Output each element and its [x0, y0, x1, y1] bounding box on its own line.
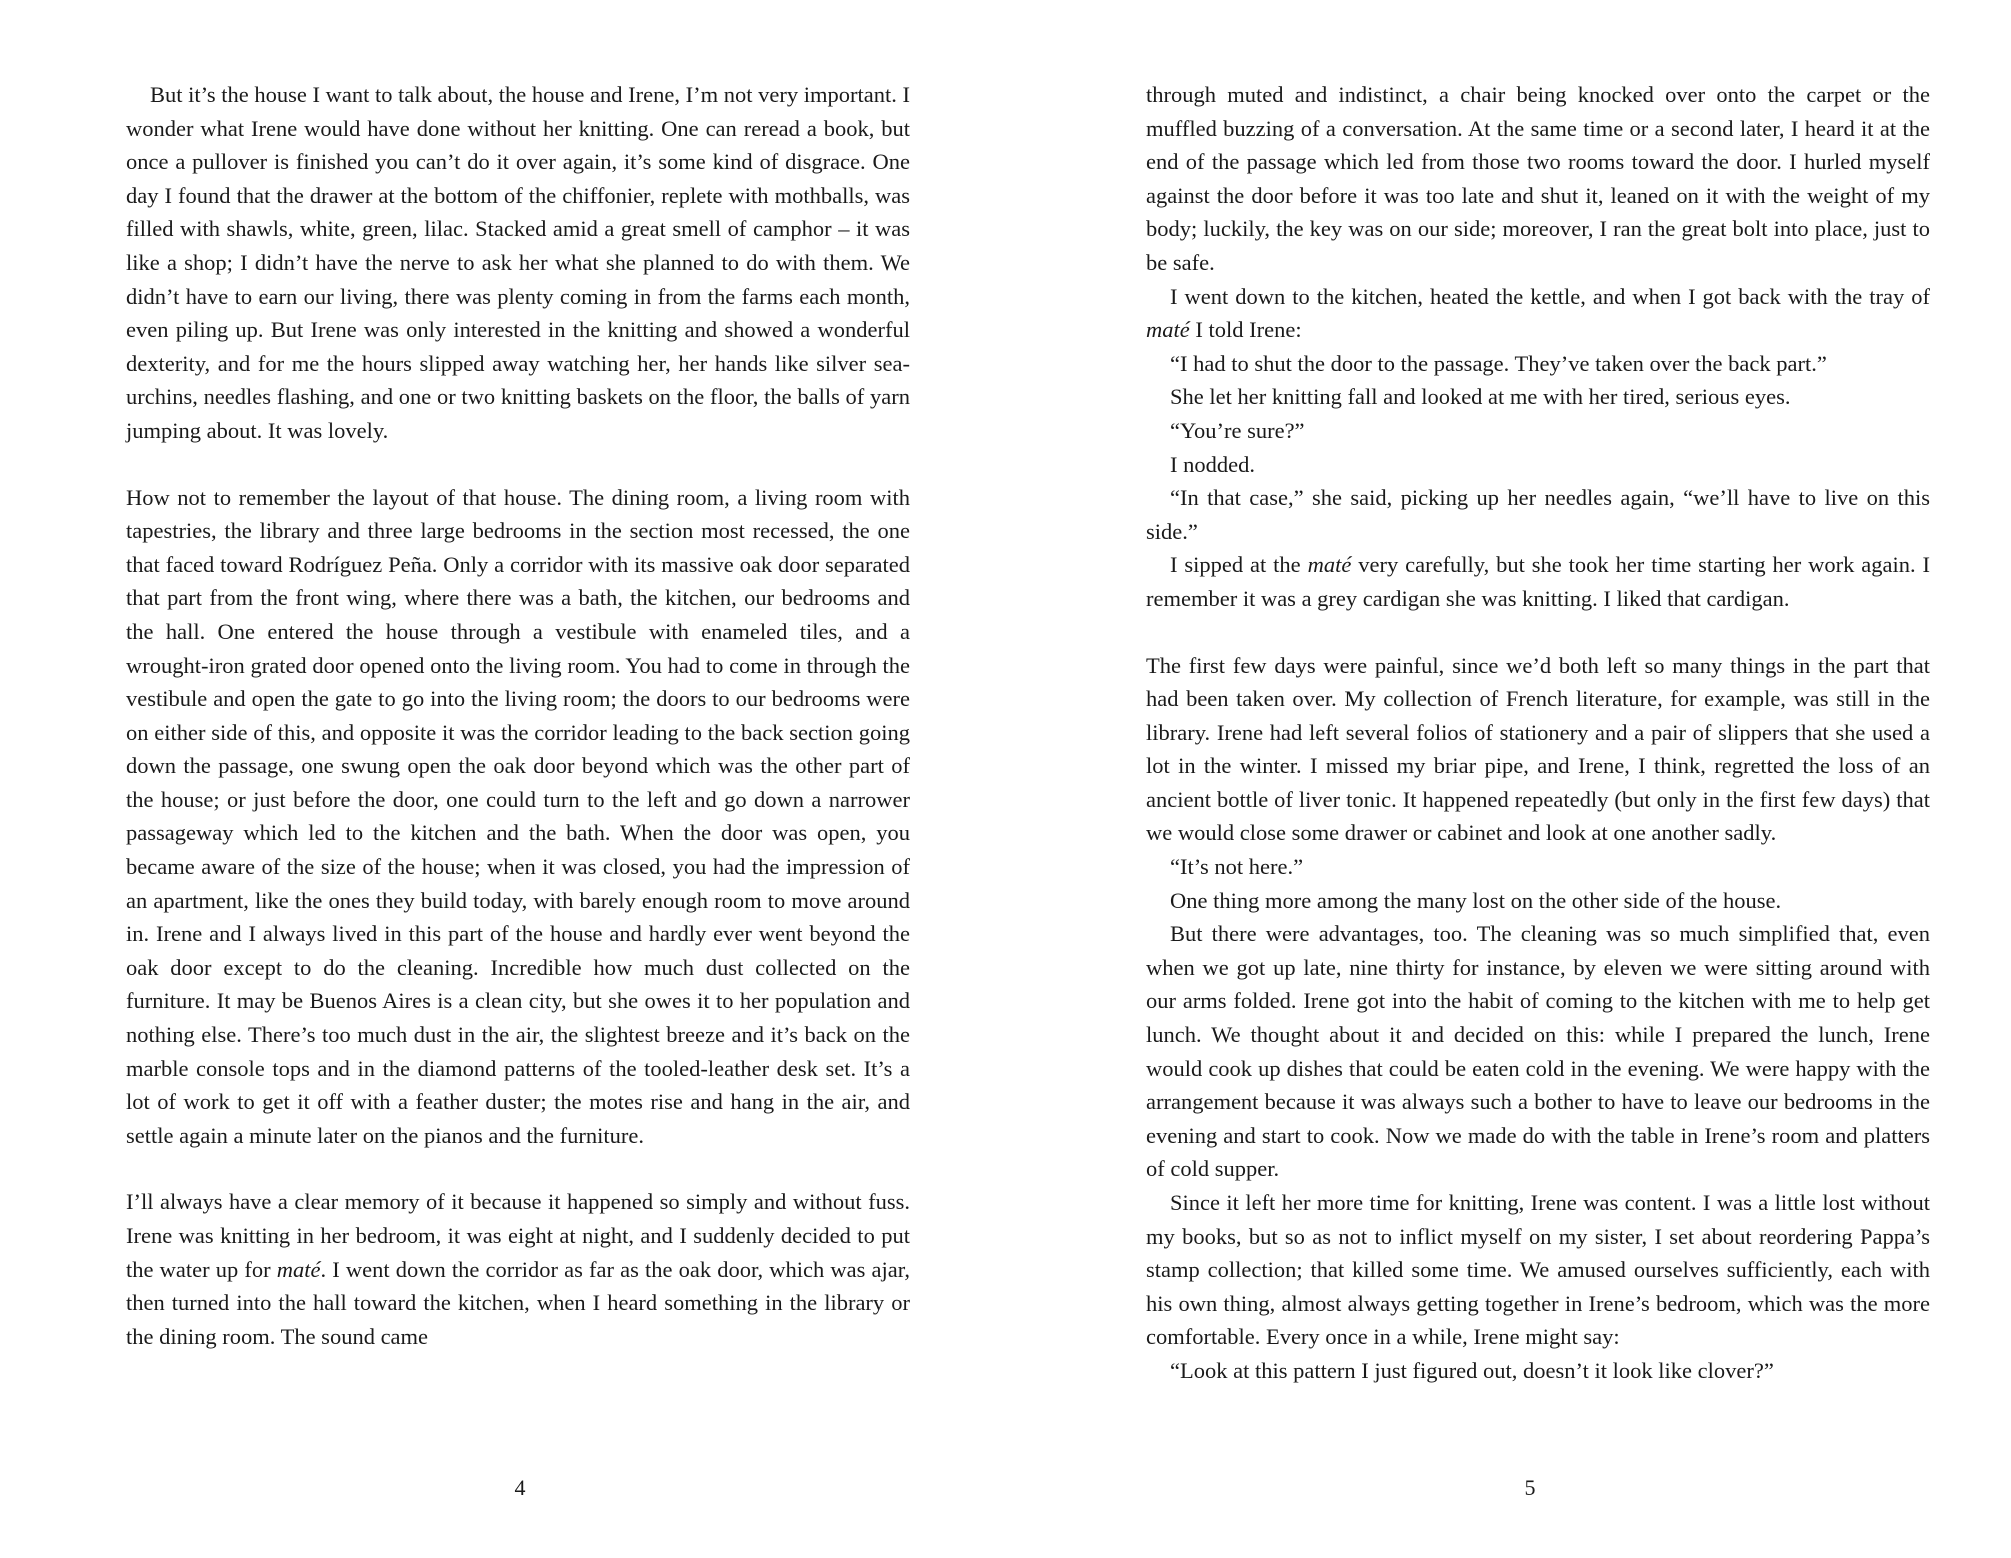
text-run: I went down to the kitchen, heated the kettle, and when I got back with the tray of	[1170, 283, 1930, 309]
text-run: One thing more among the many lost on the other side of the house.	[1170, 887, 1782, 913]
text-run: The first few days were painful, since we’d both left so many things in the part that had been taken over. My collection of French literature, for example, was still in the library. Irene had left several folios of stationery and a pair of slippers that she used a lot in the winter. I missed my briar pipe, and Irene, I think, regretted the loss of an ancient bottle of liver tonic. It happened repeatedly (but only in the first few days) that we would close some drawer or cabinet and look at one another sadly.	[1146, 652, 1930, 846]
text-run: Since it left her more time for knitting, Irene was content. I was a little lost without my books, but so as not to inflict myself on my sister, I set about reordering Pappa’s stamp collection; that killed some time. We amused ourselves sufficiently, each with his own thing, almost always getting together in Irene’s bedroom, which was the more comfortable. Every once in a while, Irene might say:	[1146, 1190, 1930, 1350]
text-run: “I had to shut the door to the passage. They’ve taken over the back part.”	[1170, 350, 1827, 376]
text-run: She let her knitting fall and looked at me with her tired, serious eyes.	[1170, 384, 1791, 410]
right-paragraph	[1146, 347, 1930, 381]
right-paragraph	[1146, 280, 1930, 347]
right-page	[1146, 78, 1930, 1498]
right-paragraph	[1146, 1354, 1930, 1388]
left-paragraph	[126, 1185, 910, 1353]
text-run: I told Irene:	[1189, 317, 1302, 343]
text-run: I nodded.	[1170, 451, 1255, 477]
right-paragraph	[1146, 649, 1930, 851]
right-paragraph	[1146, 1186, 1930, 1354]
text-run: very carefully, but she took her time starting her work again. I remember it was a grey cardigan she was knitting. I liked that cardigan.	[1146, 552, 1931, 611]
right-paragraph	[1146, 850, 1930, 884]
left-page	[126, 78, 910, 1498]
right-paragraph	[1146, 884, 1930, 918]
text-run: But it’s the house I want to talk about, the house and Irene, I’m not very important. I wonder what Irene would have done without her knitting. One can reread a book, but once a pullover is finished you can’t do it over again, it’s some kind of disgrace. One day I found that the drawer at the bottom of the chiffonier, replete with mothballs, was filled with shawls, white, green, lilac. Stacked amid a great smell of camphor – it was like a shop; I didn’t have the nerve to ask her what she planned to do with them. We didn’t have to earn our living, there was plenty coming in from the farms each month, even piling up. But Irene was only interested in the knitting and showed a wonderful dexterity, and for me the hours slipped away watching her, her hands like silver sea-urchins, needles flashing, and one or two knitting baskets on the floor, the balls of yarn jumping about. It was lovely.	[126, 82, 910, 443]
right-page-text	[1146, 78, 1930, 1388]
text-run: “In that case,” she said, picking up her needles again, “we’ll have to live on this side.”	[1146, 485, 1930, 544]
right-paragraph	[1146, 548, 1930, 615]
right-paragraph	[1146, 380, 1930, 414]
left-page-number: 4	[514, 1475, 526, 1500]
text-run: How not to remember the layout of that house. The dining room, a living room with tapestries, the library and three large bedrooms in the section most recessed, the one that faced toward Rodríguez Peña. Only a corridor with its massive oak door separated that part from the front wing, where there was a bath, the kitchen, our bedrooms and the hall. One entered the house through a vestibule with enameled tiles, and a wrought-iron grated door opened onto the living room. You had to come in through the vestibule and open the gate to go into the living room; the doors to our bedrooms were on either side of this, and opposite it was the corridor leading to the back section going down the passage, one swung open the oak door beyond which was the other part of the house; or just before the door, one could turn to the left and go down a narrower passageway which led to the kitchen and the bath. When the door was open, you became aware of the size of the house; when it was closed, you had the impression of an apartment, like the ones they build today, with barely enough room to move around in. Irene and I always lived in this part of the house and hardly ever went beyond the oak door except to do the cleaning. Incredible how much dust collected on the furniture. It may be Buenos Aires is a clean city, but she owes it to her population and nothing else. There’s too much dust in the air, the slightest breeze and it’s back on the marble console tops and in the diamond patterns of the tooled-leather desk set. It’s a lot of work to get it off with a feather duster; the motes rise and hang in the air, and settle again a minute later on the pianos and the furniture.	[126, 484, 910, 1148]
left-page-text	[126, 78, 910, 1353]
right-paragraph	[1146, 448, 1930, 482]
text-run: I’ll always have a clear memory of it because it happened so simply and without fuss. Irene was knitting in her bedroom, it was eight at night, and I suddenly decided to put the water up for	[126, 1189, 910, 1282]
right-paragraph	[1146, 414, 1930, 448]
right-page-number: 5	[1524, 1475, 1536, 1500]
left-paragraph	[126, 481, 910, 1153]
text-run: I sipped at the	[1170, 552, 1308, 578]
left-paragraph	[126, 78, 910, 448]
right-paragraph	[1146, 78, 1930, 280]
italic-term: maté	[1146, 317, 1190, 343]
text-run: “You’re sure?”	[1170, 417, 1305, 443]
text-run: But there were advantages, too. The cleaning was so much simplified that, even when we got up late, nine thirty for instance, by eleven we were sitting around with our arms folded. Irene got into the habit of coming to the kitchen with me to help get lunch. We thought about it and decided on this: while I prepared the lunch, Irene would cook up dishes that could be eaten cold in the evening. We were happy with the arrangement because it was always such a bother to have to leave our bedrooms in the evening and start to cook. Now we made do with the table in Irene’s room and platters of cold supper.	[1146, 921, 1930, 1182]
text-run: “It’s not here.”	[1170, 854, 1304, 880]
italic-term: maté	[276, 1256, 321, 1282]
text-run: “Look at this pattern I just figured out, doesn’t it look like clover?”	[1170, 1357, 1774, 1383]
italic-term: maté	[1307, 552, 1352, 578]
right-paragraph	[1146, 481, 1930, 548]
right-paragraph	[1146, 917, 1930, 1186]
text-run: through muted and indistinct, a chair being knocked over onto the carpet or the muffled buzzing of a conversation. At the same time or a second later, I heard it at the end of the passage which led from those two rooms toward the door. I hurled myself against the door before it was too late and shut it, leaned on it with the weight of my body; luckily, the key was on our side; moreover, I ran the great bolt into place, just to be safe.	[1146, 82, 1930, 275]
text-run: . I went down the corridor as far as the oak door, which was ajar, then turned into the hall toward the kitchen, when I heard something in the library or the dining room. The sound came	[126, 1256, 910, 1349]
